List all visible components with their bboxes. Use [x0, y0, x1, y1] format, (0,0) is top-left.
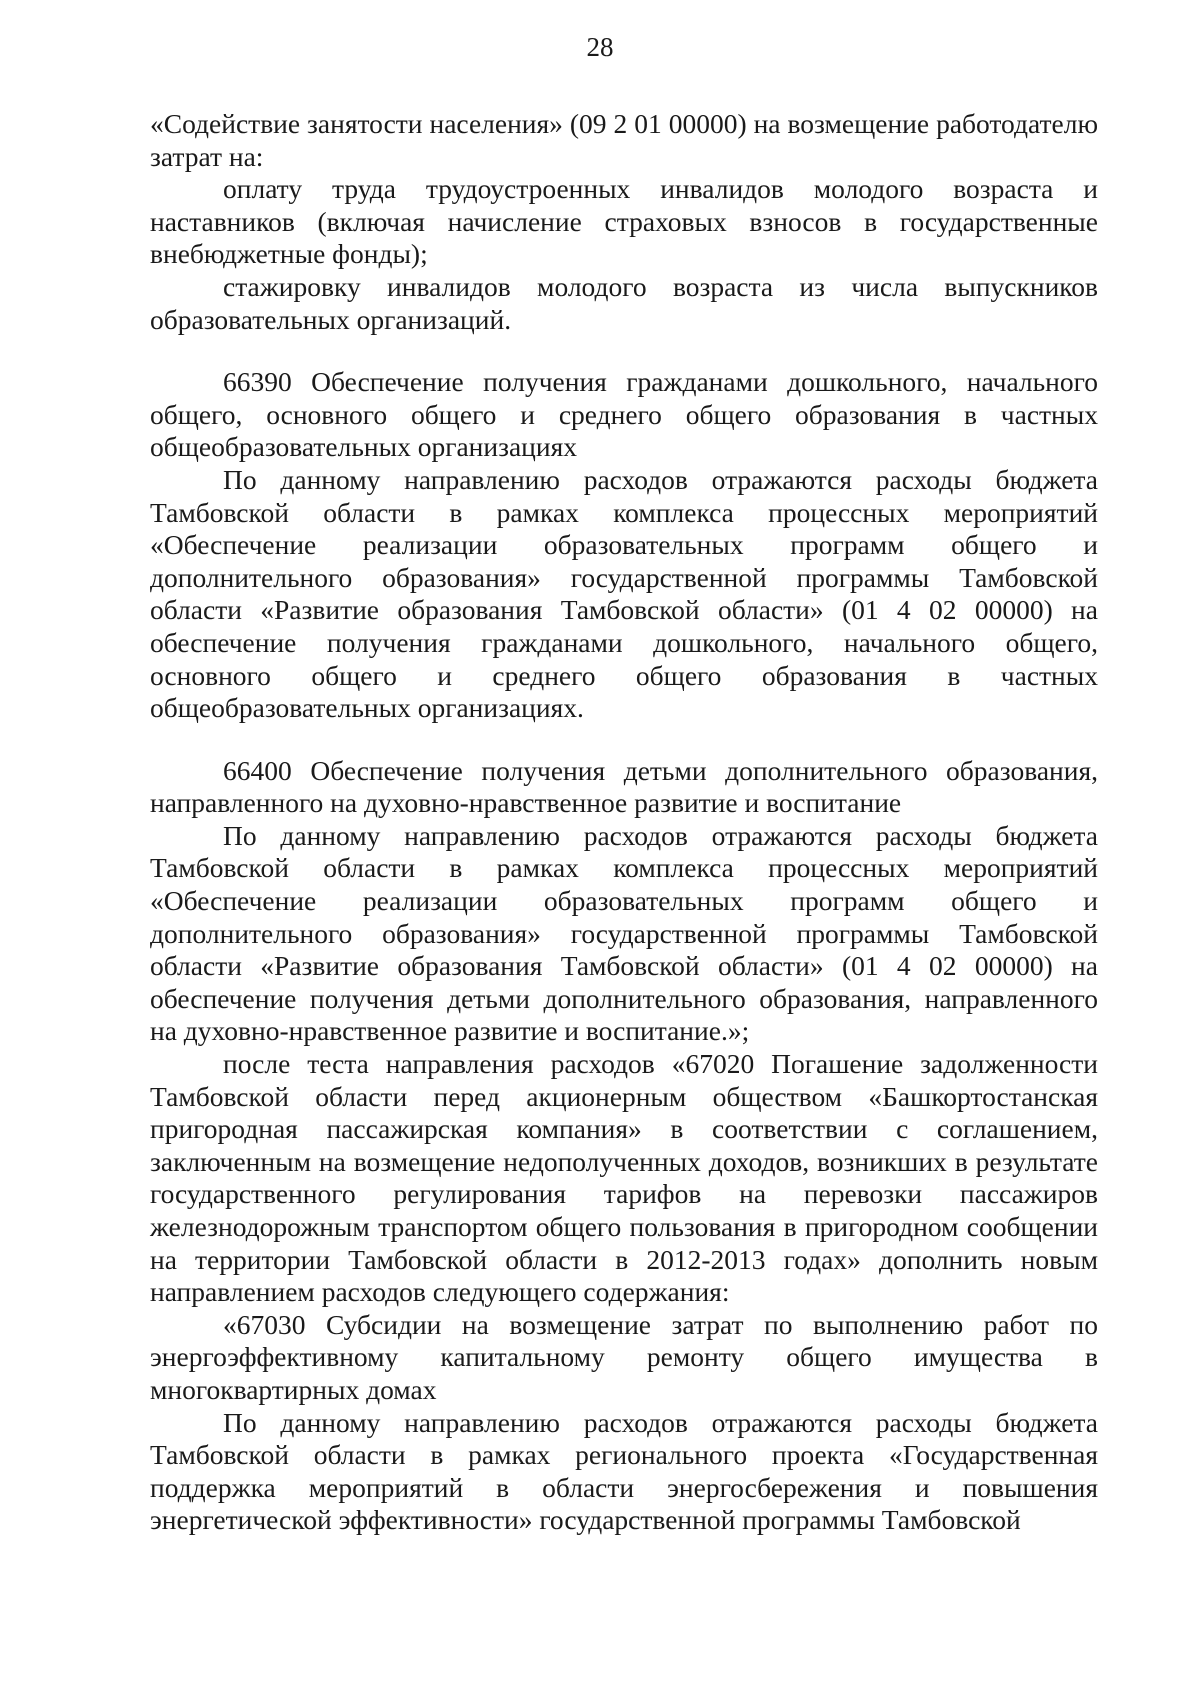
paragraph: после теста направления расходов «67020 Погашение задолженности Тамбовской области перед акционерным обществом «Башкортостанская пригородная пассажирская компания» в соответствии с соглашением, заключенным на возмещение недополученных доходов, возникших в результате государственного регулирования тарифов на перевозки пассажиров железнодорожным транспортом общего пользования в пригородном сообщении на территории Тамбовской области в 2012-2013 годах» дополнить новым направлением расходов следующего содержания: — [150, 1048, 1098, 1308]
paragraph: оплату труда трудоустроенных инвалидов молодого возраста и наставников (включая начисление страховых взносов в государственные внебюджетные фонды); — [150, 173, 1098, 270]
paragraph: «Содействие занятости населения» (09 2 01 00000) на возмещение работодателю затрат на: — [150, 108, 1098, 172]
section-heading: «67030 Субсидии на возмещение затрат по выполнению работ по энергоэффективному капитальному ремонту общего имущества в многоквартирных домах — [150, 1308, 1098, 1405]
page-number: 28 — [586, 32, 614, 62]
paragraph: По данному направлению расходов отражаются расходы бюджета Тамбовской области в рамках комплекса процессных мероприятий «Обеспечение реализации образовательных программ общего и дополнительного образования» государственной программы Тамбовской области «Развитие образования Тамбовской области» (01 4 02 00000) на обеспечение получения гражданами дошкольного, начального общего, основного общего и среднего общего образования в частных общеобразовательных организациях. — [150, 463, 1098, 724]
paragraph: По данному направлению расходов отражаются расходы бюджета Тамбовской области в рамках комплекса процессных мероприятий «Обеспечение реализации образовательных программ общего и дополнительного образования» государственной программы Тамбовской области «Развитие образования Тамбовской области» (01 4 02 00000) на обеспечение получения детьми дополнительного образования, направленного на духовно-нравственное развитие и воспитание.»; — [150, 819, 1098, 1047]
section-heading: 66400 Обеспечение получения детьми дополнительного образования, направленного на духовно-нравственное развитие и воспитание — [150, 754, 1098, 819]
document-body — [150, 108, 1098, 1537]
section-heading: 66390 Обеспечение получения гражданами дошкольного, начального общего, основного общего и среднего общего образования в частных общеобразовательных организациях — [150, 366, 1098, 463]
paragraph: По данному направлению расходов отражаются расходы бюджета Тамбовской области в рамках регионального проекта «Государственная поддержка мероприятий в области энергосбережения и повышения энергетической эффективности» государственной программы Тамбовской — [150, 1406, 1098, 1536]
paragraph: стажировку инвалидов молодого возраста из числа выпускников образовательных организаций. — [150, 270, 1098, 335]
